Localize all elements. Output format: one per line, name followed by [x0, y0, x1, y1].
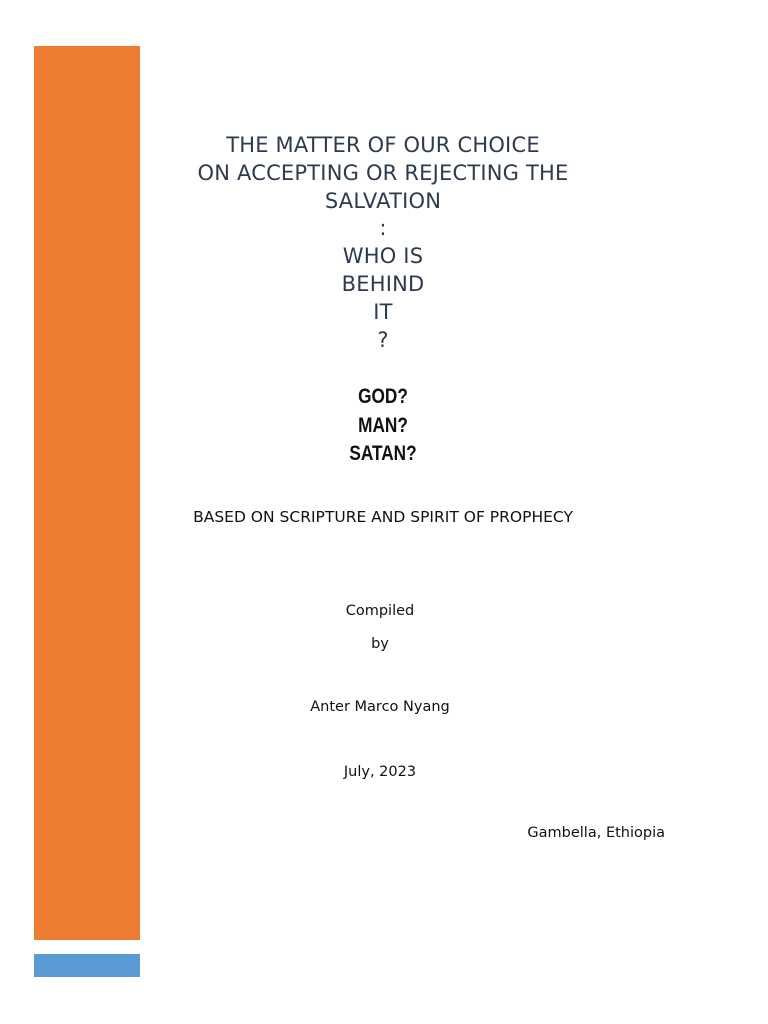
footer-accent-bar	[34, 954, 140, 977]
question-man: MAN?	[358, 413, 408, 437]
title-line-6: BEHIND	[341, 271, 425, 296]
by-label: by	[371, 636, 389, 652]
question-satan: SATAN?	[349, 442, 417, 465]
title-line-5: WHO IS	[342, 244, 424, 269]
title-line-4: :	[379, 216, 387, 241]
title-line-3: SALVATION	[324, 188, 442, 213]
compiled-label: Compiled	[345, 603, 415, 619]
question-god: GOD?	[358, 385, 408, 408]
title-line-7: IT	[373, 299, 393, 324]
question-list	[260, 383, 506, 469]
publication-date: July, 2023	[343, 764, 417, 780]
title-line-8: ?	[377, 327, 389, 352]
author-name: Anter Marco Nyang	[310, 699, 450, 715]
title-line-1: THE MATTER OF OUR CHOICE	[226, 133, 540, 157]
side-accent-bar	[34, 46, 140, 940]
title-line-2: ON ACCEPTING OR REJECTING THE	[197, 160, 569, 185]
document-title	[150, 132, 616, 354]
document-subtitle: BASED ON SCRIPTURE AND SPIRIT OF PROPHECY	[193, 508, 573, 526]
publication-location: Gambella, Ethiopia	[527, 825, 665, 841]
